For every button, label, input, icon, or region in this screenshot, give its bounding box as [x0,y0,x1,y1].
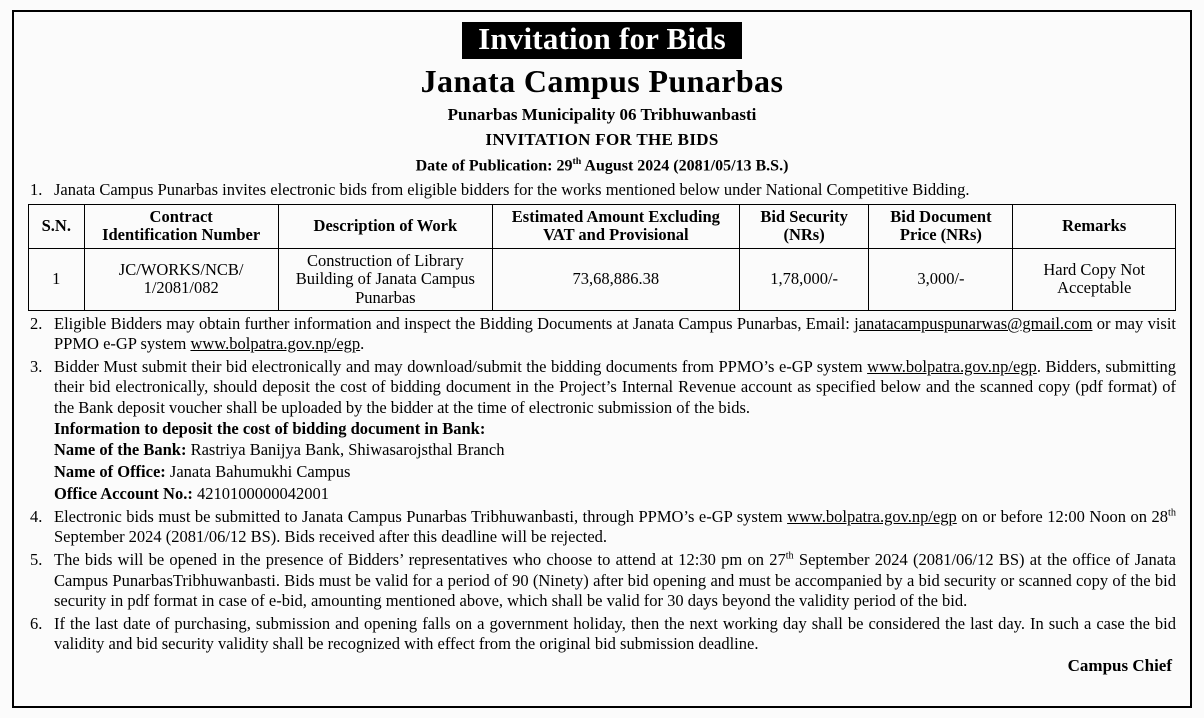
clause-6-text: If the last date of purchasing, submission and opening falls on a government holiday, then the next working day shall be considered the last day. In such a case the bid validity and bid security validity shall be recognized with effect from the original bid submission deadline. [54,613,1176,653]
header-estimated-amount [492,204,739,248]
header-remarks: Remarks [1013,204,1176,248]
publication-date-label: Date of Publication: [415,157,553,175]
clause-6 [28,614,1176,654]
header-estimated-line1: Estimated Amount Excluding [511,206,720,226]
clause-3-part1: Bidder Must submit their bid electronically and may download/submit the bidding documents from PPMO’s e-GP system [54,357,868,377]
invitation-banner: Invitation for Bids [462,22,742,59]
cell-description-line3: Punarbas [355,287,416,307]
cell-bid-document-price: 3,000/- [869,248,1013,310]
publication-date [28,156,1176,175]
bank-information [54,419,1176,505]
clause-6-number: 6. [30,613,43,633]
header-contract-id [84,204,278,248]
clause-2-text [54,314,1176,354]
bank-name-label: Name of the Bank: [54,440,187,460]
egp-link[interactable]: www.bolpatra.gov.np/egp [190,334,361,354]
header-sn: S.N. [29,204,85,248]
table-header-row [29,204,1176,248]
header-bid-security [739,204,869,248]
bids-table [28,204,1176,311]
cell-remarks-line1: Hard Copy Not [1043,259,1146,279]
clause-1 [28,180,1176,200]
bank-info-heading-text: Information to deposit the cost of bidding document in Bank: [54,418,486,438]
clause-1-text: Janata Campus Punarbas invites electronic bids from eligible bidders for the works mentioned below under National Competitive Bidding. [54,179,970,199]
notice-heading: INVITATION FOR THE BIDS [485,130,719,150]
office-name-value: Janata Bahumukhi Campus [165,461,351,481]
clause-3-part3: Bidders, submitting their bid electronically, should deposit the cost of bidding document in the Project’s Internal Revenue account as specified below and the scanned copy (pdf format) of the Bank deposit voucher shall be uploaded by the bidder at the time of electronic submission of the bids. [54,357,1177,417]
office-account-value: 4210100000042001 [192,483,329,503]
clause-4-text [54,507,1176,547]
clause-3-number: 3. [30,357,43,377]
clause-4-ordinal: th [1168,507,1176,519]
signoff: Campus Chief [1067,656,1172,676]
egp-link[interactable]: www.bolpatra.gov.np/egp [867,357,1037,377]
clause-5-part2: September 2024 (2081/06/12 BS) at the office of Janata Campus PunarbasTribhuwanbasti. Bids must be valid for a period of 90 (Ninety) after bid opening and must be accompanied by a bid security or scanned copy of the bid security in pdf format in case of e-bid, amounting mentioned above, which shall be valid for 30 days beyond the validity period of the bid. [54,550,1176,610]
clause-4-number: 4. [30,507,43,527]
clause-4 [28,507,1176,547]
notice-frame [12,10,1192,708]
cell-estimated-amount: 73,68,886.38 [492,248,739,310]
clause-2 [28,314,1176,354]
egp-link[interactable]: www.bolpatra.gov.np/egp [787,507,957,527]
clause-4-part3: September 2024 (2081/06/12 BS). Bids received after this deadline will be rejected. [54,527,608,547]
cell-bid-security: 1,78,000/- [739,248,869,310]
banner-container [28,22,1176,59]
cell-description-line1: Construction of Library [306,250,464,270]
cell-contract-id [84,248,278,310]
header-security-line1: Bid Security [760,206,848,226]
clause-4-part2: on or before 12:00 Noon on 28 [956,507,1169,527]
clause-2-part2: or may visit PPMO e-GP system [54,314,1177,354]
organization-address: Punarbas Municipality 06 Tribhuwanbasti [447,104,757,124]
office-name-label: Name of Office: [54,461,166,481]
publication-date-rest: August 2024 (2081/05/13 B.S.) [581,157,789,175]
clause-1-number: 1. [30,179,43,199]
header-estimated-line2: VAT and Provisional [543,225,689,245]
header-security-line2: (NRs) [783,225,825,245]
cell-contract-id-line2: 1/2081/082 [143,278,219,298]
header-contract-id-line1: Contract [149,206,213,226]
table-row [29,248,1176,310]
cell-remarks [1013,248,1176,310]
header-contract-id-line2: Identification Number [102,225,261,245]
header-description: Description of Work [278,204,492,248]
office-account-row [54,484,1176,505]
clause-3 [28,357,1176,417]
bank-name-value: Rastriya Banijya Bank, Shiwasarojsthal Branch [186,440,505,460]
office-account-label: Office Account No.: [54,483,193,503]
bank-name-row [54,440,1176,461]
publication-date-day: 29 [556,157,573,175]
header-price-line2: Price (NRs) [899,225,982,245]
clause-2-part3: . [360,334,365,354]
cell-description-line2: Building of Janata Campus [295,269,475,289]
cell-description [278,248,492,310]
publication-date-ordinal: th [572,156,582,168]
clause-5 [28,550,1176,610]
email-link[interactable]: janatacampuspunarwas@gmail.com [854,314,1093,334]
clause-5-part1: The bids will be opened in the presence of Bidders’ representatives who choose to attend at 12:30 pm on 27 [54,550,786,570]
cell-remarks-line2: Acceptable [1057,278,1132,298]
cell-contract-id-line1: JC/WORKS/NCB/ [118,259,244,279]
clause-5-number: 5. [30,550,43,570]
clause-3-text [54,357,1176,417]
clause-5-text [54,550,1176,610]
organization-title: Janata Campus Punarbas [420,62,784,99]
clause-4-part1: Electronic bids must be submitted to Janata Campus Punarbas Tribhuwanbasti, through PPMO’s e-GP system [54,507,788,527]
clause-2-number: 2. [30,314,43,334]
clause-2-part1: Eligible Bidders may obtain further information and inspect the Bidding Documents at Janata Campus Punarbas, Email: [54,314,850,334]
bank-info-heading [54,419,1176,440]
clause-3-part2: . [1036,357,1041,377]
header-bid-document-price [869,204,1013,248]
header-price-line1: Bid Document [890,206,992,226]
clause-5-ordinal: th [785,550,794,562]
cell-sn: 1 [29,248,85,310]
office-name-row [54,462,1176,483]
